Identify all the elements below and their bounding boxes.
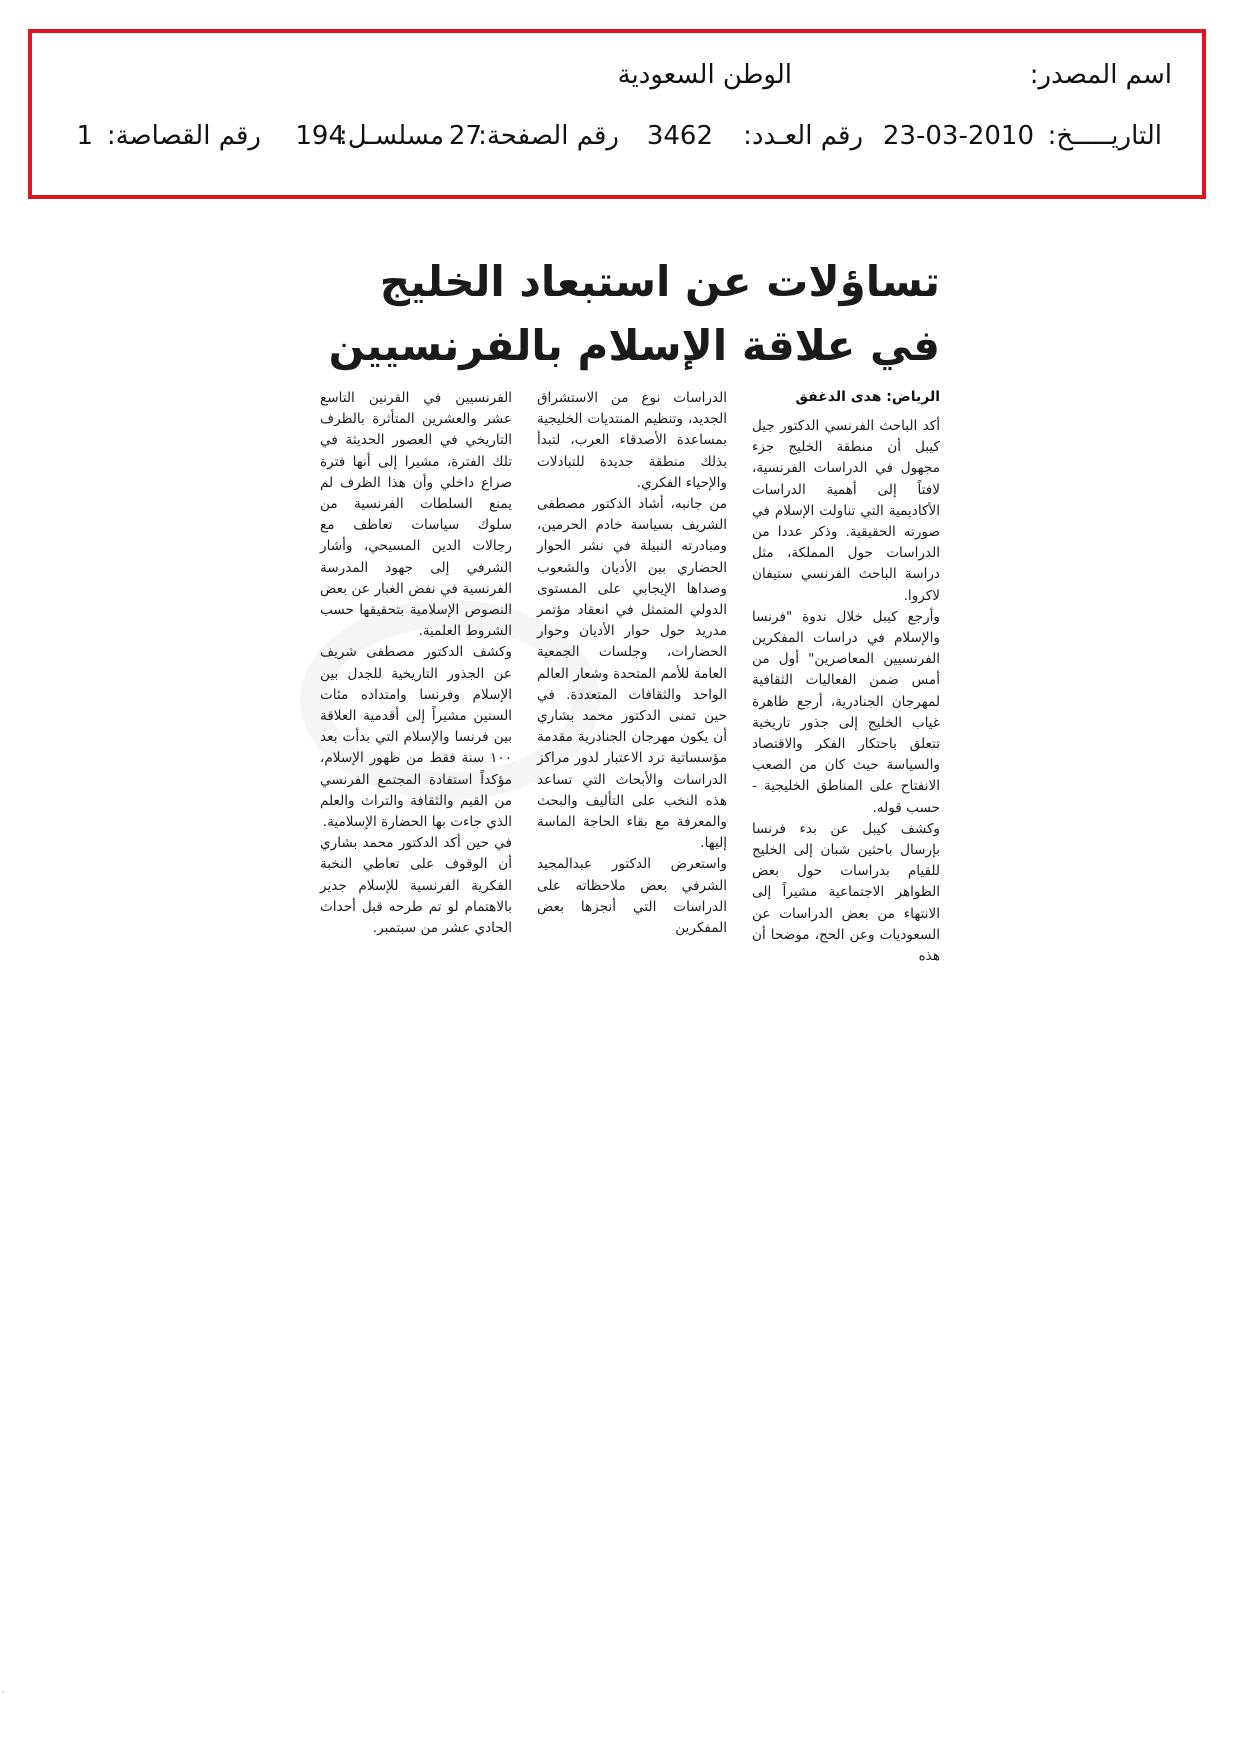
clip-value: 1 [76, 121, 93, 151]
page-value: 27 [448, 121, 482, 151]
source-label: اسم المصدر: [1029, 60, 1172, 90]
paragraph: أكد الباحث الفرنسي الدكتور جيل كيبل أن منطقة الخليج جزء مجهول في الدراسات الفرنسية، لافتاً إلى أهمية الدراسات الأكاديمية التي تناولت الإسلام في صورته الحقيقية. وذكر عددا من الدراسات حول المملكة، مثل دراسة الباحث الفرنسي ستيفان لاكروا. [752, 418, 940, 604]
article-column-1 [752, 416, 940, 967]
scan-edge-mark: · [2, 1688, 5, 1697]
article-column-3 [320, 388, 512, 939]
issue-value: 3462 [646, 121, 713, 151]
clip-label: رقم القصاصة: [106, 121, 261, 151]
article-column-2 [537, 388, 727, 939]
paragraph: في حين أكد الدكتور محمد بشاري أن الوقوف على تعاطي النخبة الفكرية الفرنسية للإسلام جدير بالاهتمام لو تم طرحه قبل أحداث الحادي عشر من سبتمبر. [320, 835, 512, 937]
date-label: التاريـــــخ: [1047, 121, 1162, 151]
headline-line-1: تساؤلات عن استبعاد الخليج [379, 257, 940, 306]
paragraph: وكشف الدكتور مصطفى شريف عن الجذور التاريخية للجدل بين الإسلام وفرنسا وامتداده مئات السنين مشيراً إلى أقدمية العلاقة بين فرنسا والإسلام التي بدأت بعد ١٠٠ سنة فقط من ظهور الإسلام، مؤكداً استفادة المجتمع الفرنسي من القيم والثقافة والتراث والعلم الذي جاءت بها الحضارة الإسلامية. [320, 644, 512, 831]
byline: الرياض: هدى الدغفق [795, 389, 940, 405]
paragraph: من جانبه، أشاد الدكتور مصطفى الشريف بسياسة خادم الحرمين، ومبادرته النبيلة في نشر الحوار الحضاري بين الأديان والشعوب وصداها الإيجابي على المستوى الدولي المتمثل في انعقاد مؤتمر مدريد حول حوار الأديان وحوار الحضارات، وجلسات الجمعية العامة للأمم المتحدة وشعار العالم الواحد والثقافات المتعددة. في حين تمنى الدكتور محمد بشاري أن يكون مهرجان الجنادرية مقدمة مؤسساتية ترد الاعتبار لدور مراكز الدراسات والأبحاث التي تساعد هذه النخب على التأليف والبحث والمعرفة مع بقاء الحاجة الماسة إليها. [537, 496, 727, 852]
source-value: الوطن السعودية [617, 60, 792, 90]
paragraph: وأرجع كيبل خلال ندوة "فرنسا والإسلام في دراسات المفكرين الفرنسيين المعاصرين" أول من أمس ضمن الفعاليات الثقافية لمهرجان الجنادرية، أرجع ظاهرة غياب الخليج إلى جذور تاريخية تتعلق باحتكار الفكر والاقتصاد والسياسة حيث كان من الصعب الانفتاح على المناطق الخليجية - حسب قوله. [752, 608, 940, 816]
paragraph: الدراسات نوع من الاستشراق الجديد، وتنظيم المنتديات الخليجية بمساعدة الأصدقاء العرب، لتبدأ بذلك منطقة جديدة للتبادلات والإحياء الفكري. [537, 390, 727, 491]
page-label: رقم الصفحة: [478, 121, 619, 151]
date-value: 23-03-2010 [882, 121, 1034, 151]
paragraph: واستعرض الدكتور عبدالمجيد الشرفي بعض ملاحظاته على الدراسات التي أنجزها بعض المفكرين [537, 856, 727, 937]
paragraph: وكشف كيبل عن بدء فرنسا بإرسال باحثين شبان إلى الخليج للقيام بدراسات حول بعض الظواهر الاجتماعية مشيراً إلى الانتهاء من بعض الدراسات عن السعوديات وعن الحج، موضحا أن هذه [752, 820, 940, 965]
clipping-header-box [28, 29, 1206, 199]
headline-line-2: في علاقة الإسلام بالفرنسيين [328, 321, 940, 370]
issue-label: رقم العـدد: [743, 121, 863, 151]
serial-label: مسلسـل: [339, 121, 444, 151]
serial-value: 194 [295, 121, 345, 151]
paragraph: الفرنسيين في القرنين التاسع عشر والعشرين المتأثرة بالظرف التاريخي في العصور الحديثة في تلك الفترة، مشيرا إلى أنها فترة صراع داخلي وأن هذا الظرف لم يمنع السلطات الفرنسية من سلوك سياسات تعاطف مع رجالات الدين المسيحي، وأشار الشرفي إلى جهود المدرسة الفرنسية في نفض الغبار عن بعض النصوص الإسلامية بتحقيقها حسب الشروط العلمية. [320, 390, 512, 640]
article [290, 250, 940, 1050]
